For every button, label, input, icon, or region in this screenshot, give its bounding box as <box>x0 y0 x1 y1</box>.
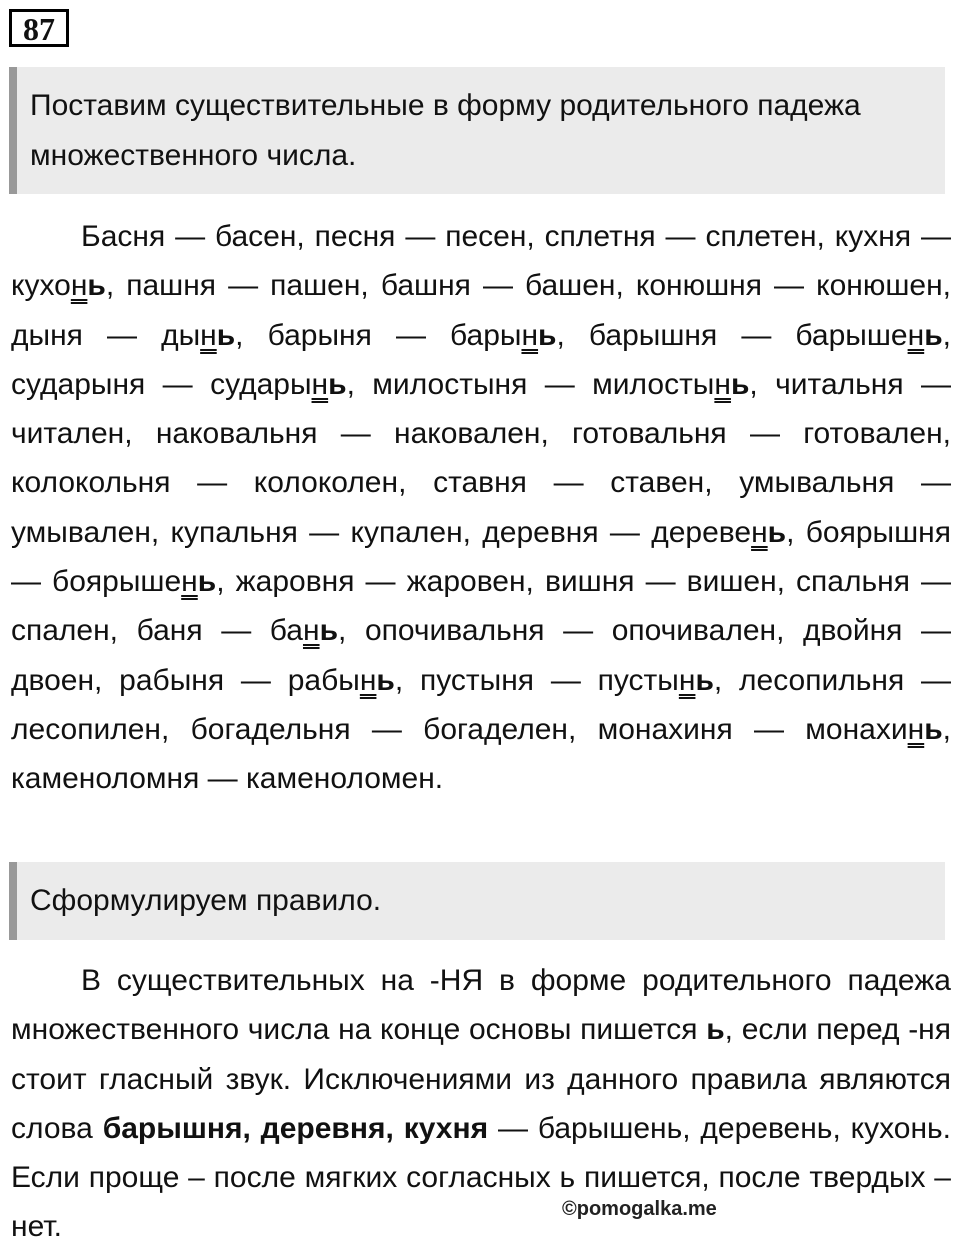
bold-text: ь <box>695 663 714 697</box>
bold-text: ь <box>538 318 557 352</box>
text-segment: В существительных на -НЯ в форме родительного падежа множественного числа на конце основы пишется <box>11 964 951 1047</box>
text-segment: , боярышня — боярыше <box>11 515 951 599</box>
underlined-letter: н <box>200 318 217 352</box>
underlined-letter: н <box>714 367 731 401</box>
bold-text: ь <box>197 565 217 599</box>
site-watermark: ©pomogalka.me <box>562 1198 717 1220</box>
underlined-letter: н <box>181 565 198 599</box>
bold-text: ь <box>706 1013 725 1047</box>
text-segment: , милостыня — милосты <box>346 367 715 401</box>
underlined-letter: н <box>70 269 88 303</box>
exercise-number: 87 <box>9 9 69 47</box>
bold-text: ь <box>924 318 943 352</box>
text-segment: , пашня — пашен, башня — башен, конюшня — конюшен, дыня — ды <box>11 269 951 352</box>
instruction-text: Поставим существительные в форму родительного падежа множественного числа. <box>30 89 861 172</box>
text-segment: , опочивальня — опочивален, двойня — двоен, рабыня — рабы <box>11 614 951 697</box>
underlined-letter: н <box>751 515 768 549</box>
bold-text: ь <box>87 269 106 303</box>
rule-content <box>11 964 951 1243</box>
underlined-letter: н <box>907 318 925 352</box>
text-segment: , если перед -ня стоит гласный звук. Исключениями из данного правила являются слова <box>11 1013 951 1145</box>
bold-text: ь <box>319 614 339 648</box>
text-segment: , жаровня — жаровен, вишня — вишен, спальня — спален, баня — ба <box>11 565 951 648</box>
instruction-callout <box>9 67 945 194</box>
underlined-letter: н <box>311 367 329 401</box>
underlined-letter: н <box>302 614 320 648</box>
text-segment: , читальня — читален, наковальня — наковален, готовальня — готовален, колокольня — колоколен, ставня — ставен, умывальня — умывален, купальня — купален, деревня — дереве <box>11 367 951 549</box>
bold-text: барышня, деревня, кухня <box>102 1111 489 1145</box>
text-segment: , барышня — барыше <box>556 318 908 352</box>
bold-text: ь <box>730 367 750 401</box>
underlined-letter: н <box>907 712 925 746</box>
answer-paragraph <box>11 212 951 804</box>
text-segment: , сударыня — судары <box>11 318 951 401</box>
text-segment: , каменоломня — каменоломен. <box>11 712 951 796</box>
bold-text: ь <box>924 712 943 746</box>
bold-text: ь <box>376 663 395 697</box>
bold-text: ь <box>328 367 347 401</box>
underlined-letter: н <box>359 663 377 697</box>
bold-text: ь <box>216 318 236 352</box>
bold-text: ь <box>767 515 787 549</box>
answer-content <box>11 220 951 795</box>
text-segment: , барыня — бары <box>235 318 522 352</box>
underlined-letter: н <box>521 318 539 352</box>
text-segment: , лесопильня — лесопилен, богадельня — богаделен, монахиня — монахи <box>11 663 951 746</box>
rule-callout <box>9 862 945 940</box>
text-segment: Басня — басен, песня — песен, сплетня — сплетен, кухня — кухо <box>11 220 951 303</box>
underlined-letter: н <box>678 663 696 697</box>
text-segment: — барышень, деревень, кухонь. Если проще – после мягких согласных ь пишется, после твердых – нет. <box>11 1111 951 1244</box>
rule-paragraph <box>11 956 951 1252</box>
text-segment: , пустыня — пусты <box>394 663 679 697</box>
rule-heading-text: Сформулируем правило. <box>30 884 382 917</box>
